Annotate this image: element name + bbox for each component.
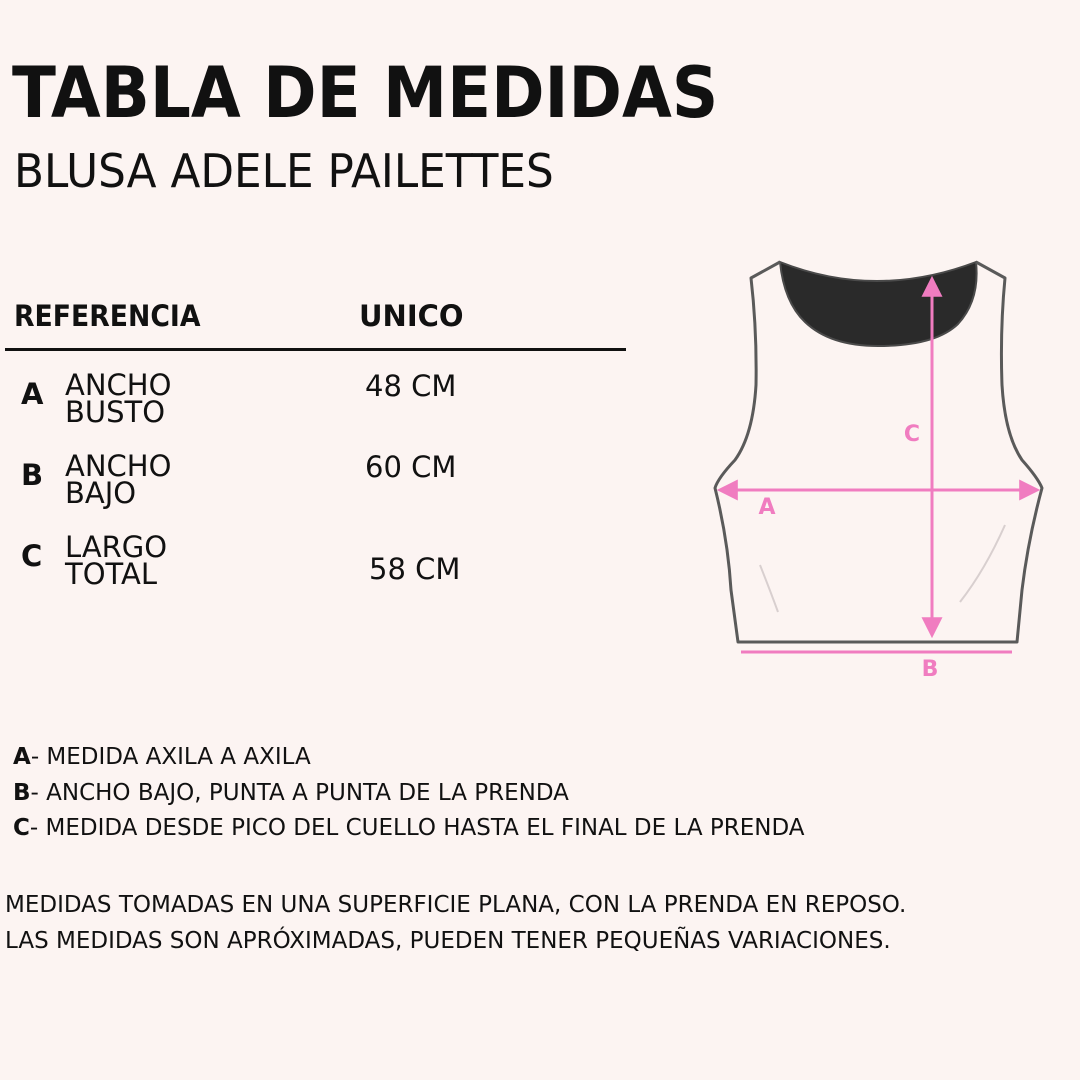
measurement-notes <box>13 740 805 847</box>
row-value-c: 58 CM <box>369 552 461 586</box>
row-letter-a: A <box>21 377 44 411</box>
measure-label-c: C <box>903 422 921 447</box>
note-letter: A <box>13 744 31 770</box>
note-a <box>13 740 805 776</box>
row-label-line2: BUSTO <box>65 395 166 429</box>
row-label-line2: TOTAL <box>65 557 157 591</box>
note-text: - MEDIDA AXILA A AXILA <box>30 744 311 770</box>
note-text: - MEDIDA DESDE PICO DEL CUELLO HASTA EL FINAL DE LA PRENDA <box>29 815 805 841</box>
row-value-a: 48 CM <box>365 369 457 403</box>
page-title: TABLA DE MEDIDAS <box>12 52 719 134</box>
note-letter: B <box>13 779 31 806</box>
row-label-line1: ANCHO <box>65 449 172 483</box>
disclaimer-line: LAS MEDIDAS SON APRÓXIMADAS, PUEDEN TENER PEQUEÑAS VARIACIONES. <box>5 927 891 954</box>
measure-label-a: A <box>758 495 776 520</box>
note-letter: C <box>13 815 30 841</box>
table-divider <box>5 348 626 351</box>
disclaimer-line: MEDIDAS TOMADAS EN UNA SUPERFICIE PLANA, CON LA PRENDA EN REPOSO. <box>5 892 907 918</box>
column-header-size: UNICO <box>359 299 464 333</box>
left-dart-line <box>760 565 778 612</box>
row-label-line2: BAJO <box>65 476 137 510</box>
row-letter-b: B <box>21 458 44 492</box>
garment-diagram <box>700 250 1060 690</box>
row-label-line1: ANCHO <box>65 368 172 402</box>
product-name: BLUSA ADELE PAILETTES <box>14 144 554 198</box>
disclaimer <box>5 888 906 959</box>
measure-label-b: B <box>921 657 939 682</box>
row-letter-c: C <box>21 539 43 573</box>
note-c <box>13 811 805 847</box>
row-label-c <box>65 530 285 591</box>
neckline-shape <box>780 262 977 346</box>
note-b <box>13 776 805 812</box>
row-label-line1: LARGO <box>65 530 168 564</box>
note-text: - ANCHO BAJO, PUNTA A PUNTA DE LA PRENDA <box>30 779 569 806</box>
right-dart-line <box>960 525 1005 602</box>
column-header-reference: REFERENCIA <box>14 299 201 333</box>
row-label-a <box>65 368 285 429</box>
row-value-b: 60 CM <box>365 450 457 484</box>
row-label-b <box>65 449 285 510</box>
